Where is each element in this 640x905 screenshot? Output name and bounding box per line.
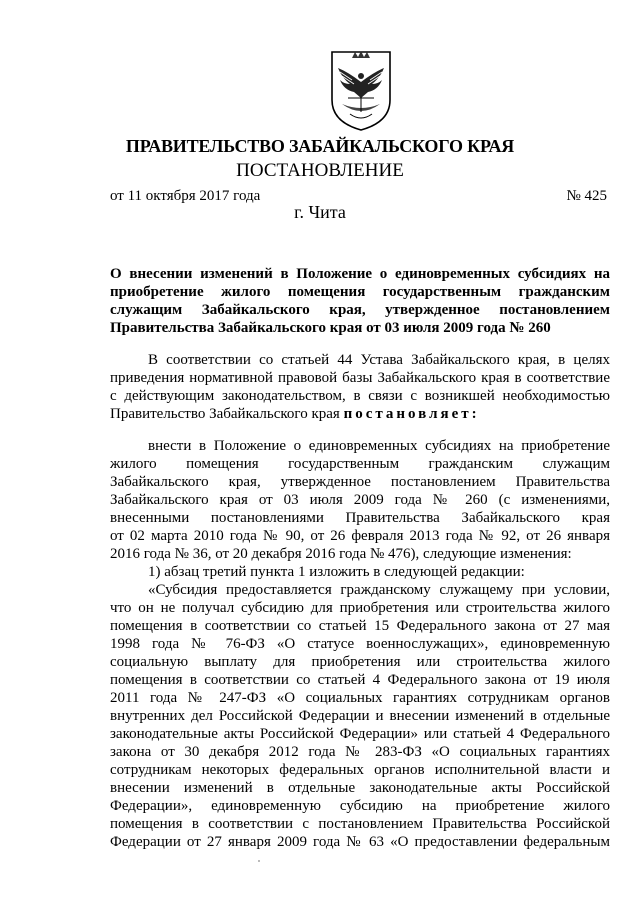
body-line: 2016 года № 36, от 20 декабря 2016 года № 476), следующие изменения: [110,546,572,562]
body-line: внести в Положение о единовременных субсидиях на приобретение [148,438,610,454]
heading-line: приобретение жилого помещения государственным гражданским [110,284,610,300]
document-number: № 425 [566,188,607,204]
body-line: помещения в соответствии со статьей 15 Федерального закона от 27 мая [110,618,610,634]
body-line: помещения в соответствии с постановлением Правительства Российской [110,816,610,832]
body-line: «Субсидия предоставляется гражданскому служащему при условии, [148,582,610,598]
preamble-line: с действующим законодательством, в связи с возникшей необходимостью [110,388,610,404]
body-line: 1998 года № 76-ФЗ «О статусе военнослужащих», единовременную [110,636,610,652]
body-line: законодательные акты Российской Федерации» или статьей 4 Федерального [110,726,610,742]
body-line: 1) абзац третий пункта 1 изложить в следующей редакции: [148,564,525,580]
preamble-paragraph [110,351,610,423]
coat-of-arms-icon [328,48,394,132]
body-line: 2011 года № 247-ФЗ «О социальных гарантиях сотрудникам органов [110,690,610,706]
scan-speck [258,860,260,862]
preamble-last-text: Правительство Забайкальского края [110,406,344,422]
body-line: что он не получал субсидию для приобретения или строительства жилого [110,600,610,616]
body-line: Забайкальского края от 03 июля 2009 года № 260 (с изменениями, [110,492,610,508]
body-line: внутренних дел Российской Федерации и внесении изменений в отдельные [110,708,610,724]
body-line: внесенными постановлениями Правительства Забайкальского края [110,510,610,526]
document-date: от 11 октября 2017 года [110,188,261,204]
body-line: жилого помещения государственным гражданским служащим [110,456,610,472]
body-line: помещения в соответствии со статьей 4 Федерального закона от 19 июля [110,672,610,688]
preamble-line [110,405,610,423]
body-line: Федерации», единовременную субсидию на приобретение жилого [110,798,610,814]
body-line: от 02 марта 2010 года № 90, от 26 февраля 2013 года № 92, от 26 января [110,528,610,544]
document-city: г. Чита [294,202,346,222]
body-line: закона от 30 декабря 2012 года № 283-ФЗ «О социальных гарантиях [110,744,610,760]
document-type: ПОСТАНОВЛЕНИЕ [236,160,404,181]
heading-line: служащим Забайкальского края, утвержденное постановлением [110,302,610,318]
preamble-line: В соответствии со статьей 44 Устава Забайкальского края, в целях [148,352,610,368]
body-line: Забайкальского края, утвержденное постановлением Правительства [110,474,610,490]
heading-line: О внесении изменений в Положение о единовременных субсидиях на [110,266,610,282]
heading-line: Правительства Забайкальского края от 03 июля 2009 года № 260 [110,320,551,336]
body-line: сотрудникам некоторых федеральных органов исполнительной власти и [110,762,610,778]
body-line: внесении изменений в отдельные законодательные акты Российской [110,780,610,796]
preamble-line: приведения нормативной правовой базы Забайкальского края в соответствие [110,370,610,386]
body-line: социальную выплату для приобретения или строительства жилого [110,654,610,670]
document-heading [110,265,610,337]
government-title: ПРАВИТЕЛЬСТВО ЗАБАЙКАЛЬСКОГО КРАЯ [125,136,515,156]
decree-word: постановляет: [343,406,480,422]
body-paragraphs [110,437,610,851]
body-line: Федерации от 27 января 2009 года № 63 «О предоставлении федеральным [110,834,610,850]
